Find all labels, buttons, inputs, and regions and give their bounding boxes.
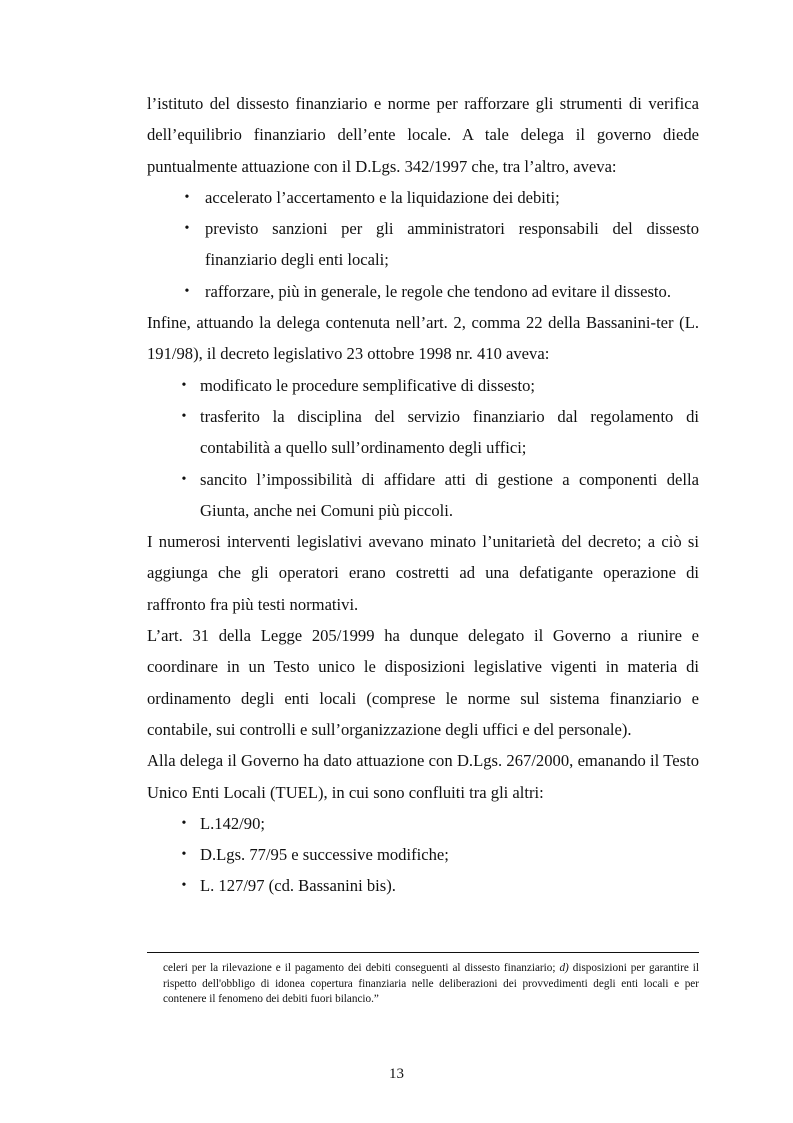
bullet-list-dlgs-342 <box>147 182 699 307</box>
bullet-icon: • <box>184 283 190 299</box>
paragraph-3: I numerosi interventi legislativi avevano minato l’unitarietà del decreto; a ciò si aggiunga che gli operatori erano costretti ad una defatigante operazione di raffronto fra più testi normativi. <box>147 532 699 614</box>
bullet-icon: • <box>181 878 187 894</box>
list-item: • D.Lgs. 77/95 e successive modifiche; <box>147 839 699 870</box>
list-item: • L.142/90; <box>147 808 699 839</box>
paragraph-4: L’art. 31 della Legge 205/1999 ha dunque delegato il Governo a riunire e coordinare in un Testo unico le disposizioni legislative vigenti in materia di ordinamento degli enti locali (comprese le norme sul sistema finanziario e contabile, sui controlli e sull’organizzazione degli uffici e del personale). <box>147 626 699 739</box>
list-item: • L. 127/97 (cd. Bassanini bis). <box>147 870 699 901</box>
body-text <box>147 88 699 902</box>
bullet-icon: • <box>184 221 190 237</box>
footnote-marker: d) <box>559 962 569 974</box>
page-number: 13 <box>389 1066 404 1082</box>
list-item: • modificato le procedure semplificative di dissesto; <box>147 370 699 401</box>
list-item: • accelerato l’accertamento e la liquidazione dei debiti; <box>147 182 699 213</box>
bullet-icon: • <box>181 847 187 863</box>
paragraph-2: Infine, attuando la delega contenuta nell’art. 2, comma 22 della Bassanini-ter (L. 191/98), il decreto legislativo 23 ottobre 1998 nr. 410 aveva: <box>147 313 699 364</box>
footnote-divider <box>147 952 699 953</box>
list-item: • sancito l’impossibilità di affidare atti di gestione a componenti della Giunta, anche nei Comuni più piccoli. <box>147 464 699 527</box>
bullet-icon: • <box>184 189 190 205</box>
bullet-icon: • <box>181 408 187 424</box>
footnote: celeri per la rilevazione e il pagamento dei debiti conseguenti al dissesto finanziario; d) disposizioni per garantire il rispetto dell'obbligo di idonea copertura finanziaria nelle deliberazioni dei provvedimenti degli enti locali e per contenere il fenomeno dei debiti fuori bilancio.” <box>163 962 699 1006</box>
bullet-icon: • <box>181 815 187 831</box>
list-item: • previsto sanzioni per gli amministratori responsabili del dissesto finanziario degli enti locali; <box>147 213 699 276</box>
paragraph-5: Alla delega il Governo ha dato attuazione con D.Lgs. 267/2000, emanando il Testo Unico Enti Locali (TUEL), in cui sono confluiti tra gli altri: <box>147 751 699 802</box>
bullet-list-dlgs-410 <box>147 370 699 526</box>
bullet-icon: • <box>181 471 187 487</box>
list-item: • trasferito la disciplina del servizio finanziario dal regolamento di contabilità a quello sull’ordinamento degli uffici; <box>147 401 699 464</box>
list-item: • rafforzare, più in generale, le regole che tendono ad evitare il dissesto. <box>147 276 699 307</box>
bullet-icon: • <box>181 377 187 393</box>
paragraph-1: l’istituto del dissesto finanziario e norme per rafforzare gli strumenti di verifica dell’equilibrio finanziario dell’ente locale. A tale delega il governo diede puntualmente attuazione con il D.Lgs. 342/1997 che, tra l’altro, aveva: <box>147 94 699 176</box>
bullet-list-tuel-sources <box>147 808 699 902</box>
